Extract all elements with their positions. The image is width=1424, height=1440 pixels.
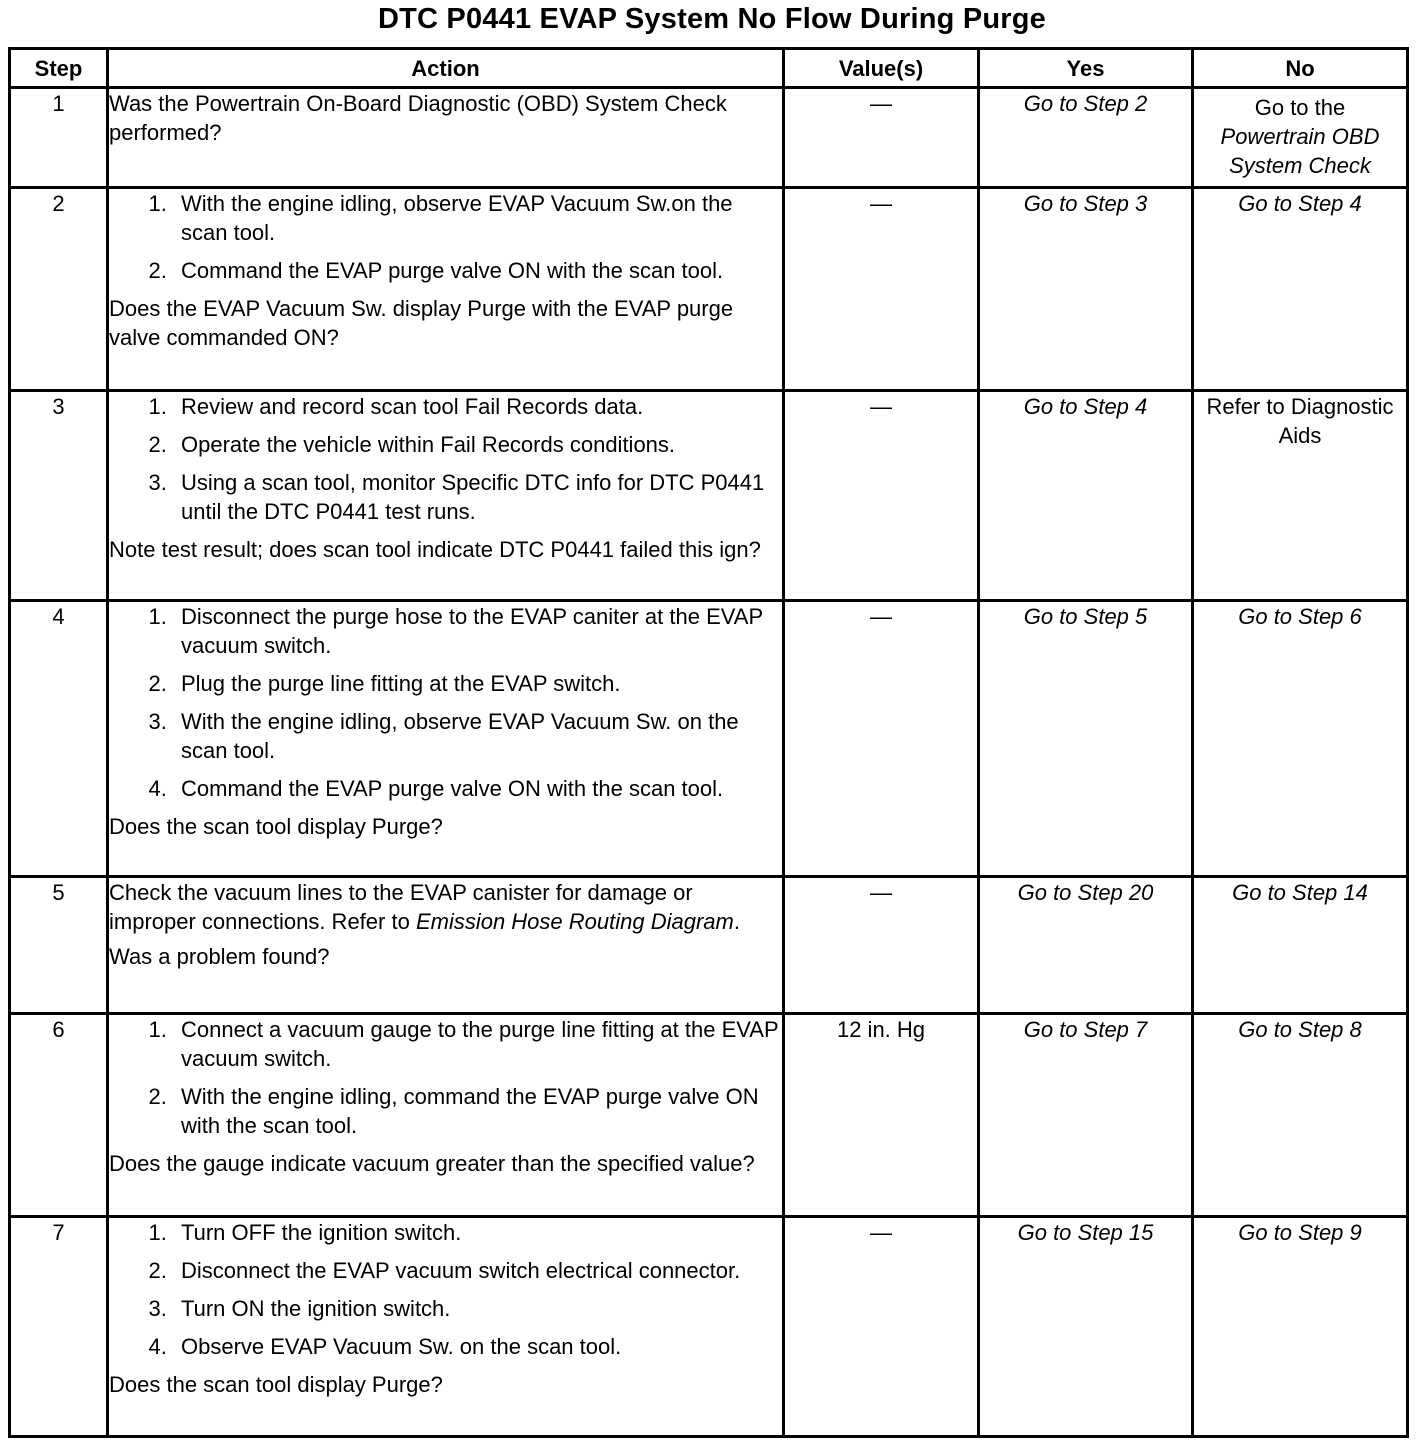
yes-link[interactable]: Go to Step 15 (979, 1217, 1193, 1437)
step-number: 6 (10, 1014, 108, 1217)
yes-link[interactable]: Go to Step 20 (979, 877, 1193, 1014)
no-link[interactable]: Go to Step 14 (1193, 877, 1408, 1014)
action-text: Was the Powertrain On-Board Diagnostic (OBD) System Check performed? (109, 91, 727, 145)
action-item: 3. Turn ON the ignition switch. (173, 1294, 782, 1323)
action-list (109, 392, 782, 526)
action-item: 4. Observe EVAP Vacuum Sw. on the scan tool. (173, 1332, 782, 1361)
action-text-prefix: Check the vacuum lines to the EVAP canister for damage or improper connections. Refer to (109, 880, 693, 934)
yes-link[interactable]: Go to Step 2 (979, 88, 1193, 188)
table-row (10, 88, 1408, 188)
yes-link[interactable]: Go to Step 5 (979, 601, 1193, 877)
action-list (109, 1015, 782, 1140)
action-list (109, 1218, 782, 1361)
yes-link[interactable]: Go to Step 7 (979, 1014, 1193, 1217)
yes-link[interactable]: Go to Step 3 (979, 188, 1193, 391)
action-reference-link[interactable]: Emission Hose Routing Diagram (415, 909, 734, 934)
action-item: 2. Disconnect the EVAP vacuum switch electrical connector. (173, 1256, 782, 1285)
step-number: 7 (10, 1217, 108, 1437)
table-row (10, 877, 1408, 1014)
value-cell: — (784, 601, 979, 877)
action-text (109, 878, 782, 936)
table-row (10, 391, 1408, 601)
value-cell: — (784, 188, 979, 391)
header-yes: Yes (979, 49, 1193, 88)
action-item: 1. Disconnect the purge hose to the EVAP caniter at the EVAP vacuum switch. (173, 602, 782, 660)
no-cell (1193, 88, 1408, 188)
no-link[interactable]: Go to Step 6 (1193, 601, 1408, 877)
value-cell: — (784, 88, 979, 188)
step-number: 1 (10, 88, 108, 188)
page-title: DTC P0441 EVAP System No Flow During Purge (377, 3, 1047, 35)
value-cell: 12 in. Hg (784, 1014, 979, 1217)
action-item: 3. With the engine idling, observe EVAP Vacuum Sw. on the scan tool. (173, 707, 782, 765)
step-number: 3 (10, 391, 108, 601)
action-question: Note test result; does scan tool indicate DTC P0441 failed this ign? (109, 537, 761, 562)
action-list (109, 189, 782, 285)
no-link[interactable]: Go to Step 4 (1193, 188, 1408, 391)
action-item: 2. Plug the purge line fitting at the EVAP switch. (173, 669, 782, 698)
step-number: 2 (10, 188, 108, 391)
table-row (10, 1014, 1408, 1217)
value-cell: — (784, 877, 979, 1014)
action-cell (108, 188, 784, 391)
action-cell (108, 1217, 784, 1437)
no-link[interactable]: Go to Step 8 (1193, 1014, 1408, 1217)
action-item: 2. Command the EVAP purge valve ON with the scan tool. (173, 256, 782, 285)
action-cell (108, 88, 784, 188)
table-row (10, 601, 1408, 877)
action-cell (108, 1014, 784, 1217)
no-prefix: Go to the (1254, 95, 1346, 120)
action-item: 1. Review and record scan tool Fail Records data. (173, 392, 782, 421)
action-cell (108, 391, 784, 601)
action-cell (108, 877, 784, 1014)
value-cell: — (784, 1217, 979, 1437)
header-no: No (1193, 49, 1408, 88)
header-value: Value(s) (784, 49, 979, 88)
table-header-row (10, 49, 1408, 88)
table-row (10, 188, 1408, 391)
action-cell (108, 601, 784, 877)
action-item: 2. Operate the vehicle within Fail Records conditions. (173, 430, 782, 459)
diagnostic-table (8, 47, 1409, 1438)
action-list (109, 602, 782, 803)
table-row (10, 1217, 1408, 1437)
action-item: 3. Using a scan tool, monitor Specific DTC info for DTC P0441 until the DTC P0441 test runs. (173, 468, 782, 526)
action-question: Does the scan tool display Purge? (109, 814, 443, 839)
header-step: Step (10, 49, 108, 88)
action-item: 1. With the engine idling, observe EVAP Vacuum Sw.on the scan tool. (173, 189, 782, 247)
step-number: 5 (10, 877, 108, 1014)
action-item: 1. Connect a vacuum gauge to the purge line fitting at the EVAP vacuum switch. (173, 1015, 782, 1073)
action-item: 2. With the engine idling, command the EVAP purge valve ON with the scan tool. (173, 1082, 782, 1140)
action-text-suffix: . (733, 909, 740, 934)
value-cell: — (784, 391, 979, 601)
action-item: 1. Turn OFF the ignition switch. (173, 1218, 782, 1247)
no-text: Refer to Diagnostic Aids (1193, 391, 1408, 601)
action-question: Does the gauge indicate vacuum greater than the specified value? (109, 1151, 755, 1176)
header-action: Action (108, 49, 784, 88)
yes-link[interactable]: Go to Step 4 (979, 391, 1193, 601)
action-question: Was a problem found? (109, 944, 330, 969)
action-question: Does the scan tool display Purge? (109, 1372, 443, 1397)
action-question: Does the EVAP Vacuum Sw. display Purge with the EVAP purge valve commanded ON? (109, 296, 734, 350)
no-link[interactable]: Go to Step 9 (1193, 1217, 1408, 1437)
action-item: 4. Command the EVAP purge valve ON with the scan tool. (173, 774, 782, 803)
no-link[interactable]: Powertrain OBD System Check (1220, 124, 1380, 178)
step-number: 4 (10, 601, 108, 877)
